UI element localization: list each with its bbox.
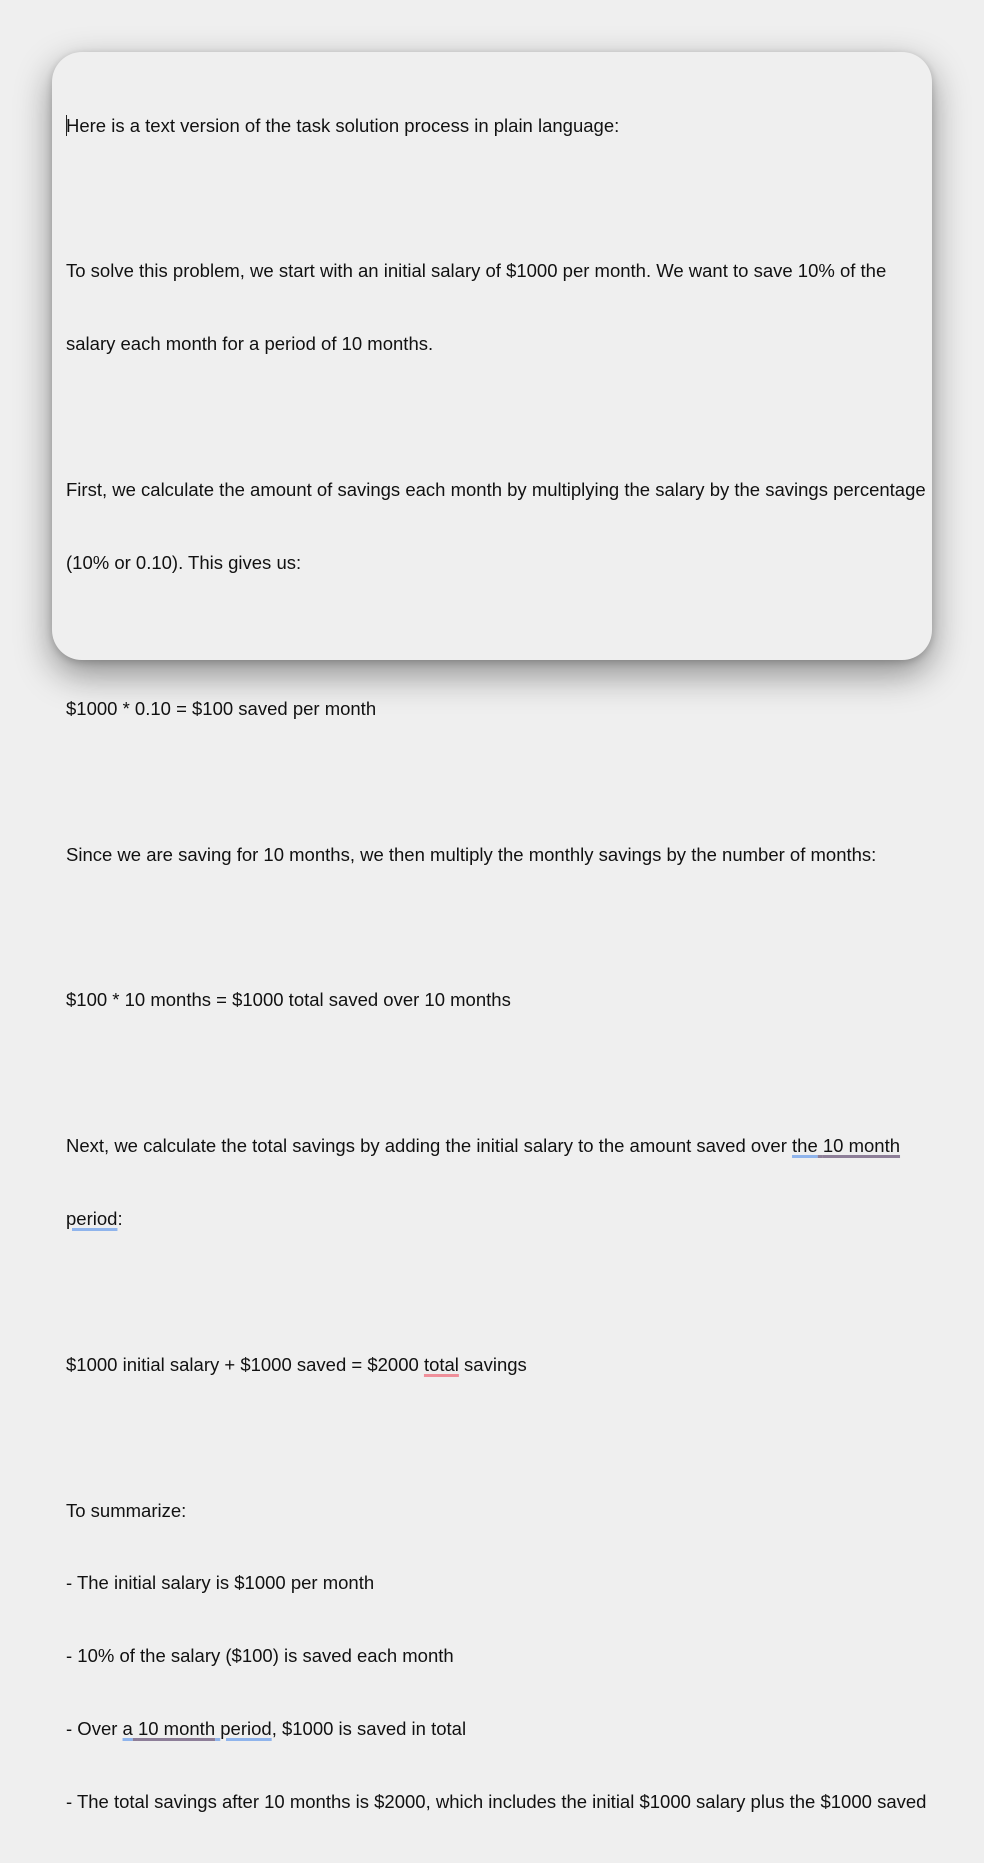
text-line[interactable] bbox=[66, 1644, 926, 1668]
blank-line bbox=[66, 186, 926, 210]
text-line[interactable] bbox=[66, 988, 926, 1012]
text-line[interactable] bbox=[66, 1717, 926, 1741]
text-line[interactable] bbox=[66, 1353, 926, 1377]
text-line[interactable] bbox=[66, 1790, 926, 1814]
text-line[interactable] bbox=[66, 332, 926, 356]
text-editor[interactable] bbox=[66, 65, 926, 1863]
text-line-content: Here is a text version of the task solution process in plain language: bbox=[66, 114, 620, 136]
text-line-content: Next, we calculate the total savings by adding the initial salary to the amount saved over bbox=[66, 1135, 793, 1157]
blank-line bbox=[66, 1061, 926, 1085]
grammar-suggestion[interactable]: a bbox=[122, 1718, 133, 1740]
text-line-content: $1000 initial salary + $1000 saved = $2000 bbox=[66, 1353, 424, 1375]
text-line[interactable] bbox=[66, 114, 926, 138]
grammar-suggestion[interactable]: period bbox=[220, 1718, 272, 1740]
grammar-suggestion[interactable]: 10 month bbox=[137, 1718, 216, 1740]
text-line[interactable] bbox=[66, 1134, 926, 1158]
text-line-content: - The initial salary is $1000 per month bbox=[66, 1572, 375, 1594]
text-line-content: First, we calculate the amount of savings each month by multiplying the salary by the savings percentage bbox=[66, 479, 926, 501]
text-line[interactable] bbox=[66, 843, 926, 867]
text-line[interactable] bbox=[66, 259, 926, 283]
text-line-content: - 10% of the salary ($100) is saved each month bbox=[66, 1645, 454, 1667]
text-line-content: savings bbox=[458, 1353, 527, 1375]
text-line[interactable] bbox=[66, 1499, 926, 1523]
text-line[interactable] bbox=[66, 1571, 926, 1595]
text-line-content: To solve this problem, we start with an initial salary of $1000 per month. We want to save 10% of the bbox=[66, 260, 887, 282]
grammar-suggestion[interactable]: period bbox=[66, 1207, 118, 1229]
blank-line bbox=[66, 1426, 926, 1450]
text-line[interactable] bbox=[66, 478, 926, 502]
text-line-content: : bbox=[117, 1207, 123, 1229]
grammar-suggestion[interactable]: the bbox=[792, 1135, 818, 1157]
text-line-content: salary each month for a period of 10 months. bbox=[66, 333, 434, 355]
text-line-content: - The total savings after 10 months is $2000, which includes the initial $1000 salary plus the $1000 saved bbox=[66, 1791, 927, 1813]
blank-line bbox=[66, 405, 926, 429]
text-line-content: - Over bbox=[66, 1718, 123, 1740]
text-line-content: Since we are saving for 10 months, we then multiply the monthly savings by the number of months: bbox=[66, 843, 877, 865]
text-line-content: $1000 * 0.10 = $100 saved per month bbox=[66, 697, 377, 719]
blank-line bbox=[66, 915, 926, 939]
blank-line bbox=[66, 1280, 926, 1304]
editor-window bbox=[52, 52, 932, 1813]
text-line[interactable] bbox=[66, 697, 926, 721]
spelling-suggestion[interactable]: total bbox=[423, 1353, 459, 1375]
grammar-suggestion[interactable]: 10 month bbox=[822, 1135, 901, 1157]
text-line-content: (10% or 0.10). This gives us: bbox=[66, 551, 302, 573]
blank-line bbox=[66, 624, 926, 648]
text-line[interactable] bbox=[66, 551, 926, 575]
text-line-content: , $1000 is saved in total bbox=[271, 1718, 467, 1740]
blank-line bbox=[66, 770, 926, 794]
text-line-content: To summarize: bbox=[66, 1499, 187, 1521]
text-line-content: $100 * 10 months = $1000 total saved over 10 months bbox=[66, 989, 511, 1011]
text-line[interactable] bbox=[66, 1207, 926, 1231]
